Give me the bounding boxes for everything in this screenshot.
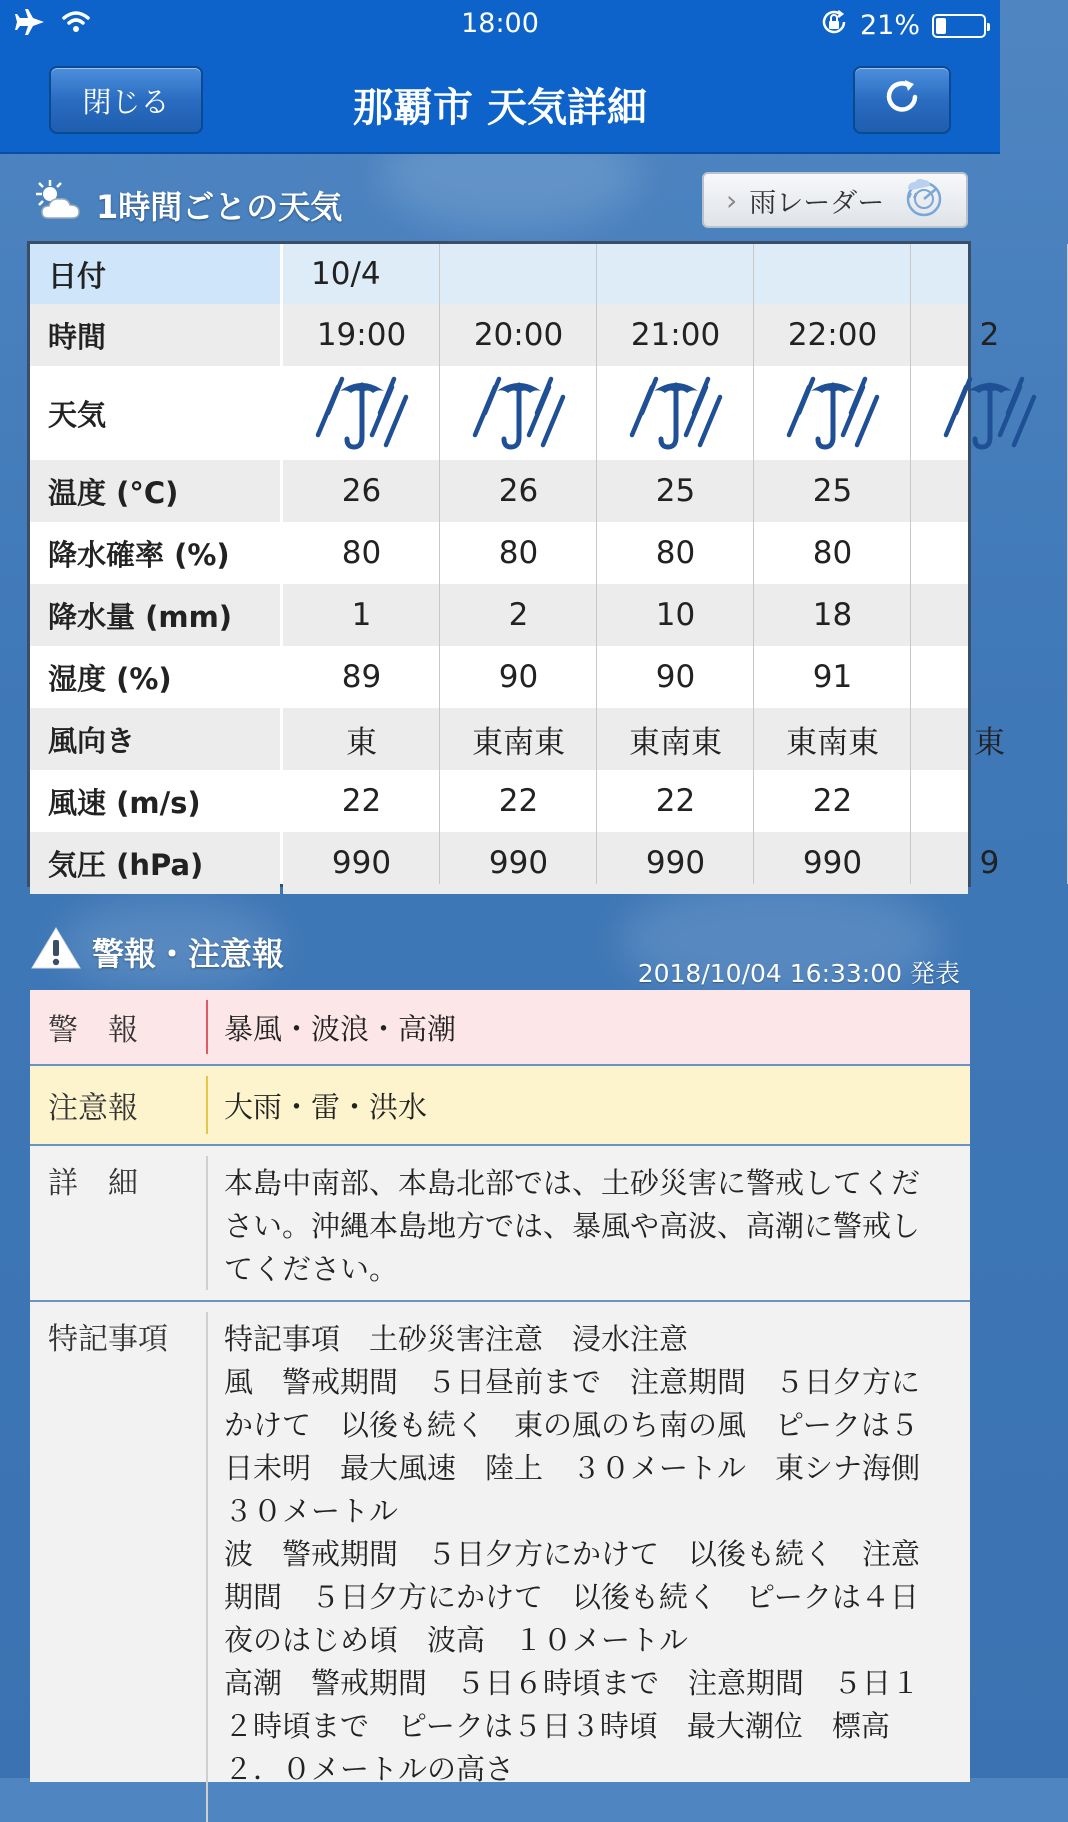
hour-precip-prob: 80 — [498, 535, 539, 571]
label-weather: 天気 — [30, 366, 280, 460]
rain-radar-label: 雨レーダー — [749, 187, 885, 219]
close-button[interactable]: 閉じる — [49, 66, 203, 134]
hour-pressure: 990 — [488, 845, 549, 881]
label-wind-dir: 風向き — [30, 708, 280, 770]
hour-precip-prob: 80 — [812, 535, 853, 571]
nav-bar — [0, 50, 1000, 154]
refresh-button[interactable] — [853, 66, 951, 134]
radar-icon — [902, 177, 944, 224]
warnings-section-header — [30, 925, 284, 979]
hour-wind-speed: 22 — [655, 783, 696, 819]
label-date: 日付 — [30, 244, 280, 304]
hour-precip-amount: 10 — [655, 597, 696, 633]
warning-row — [30, 990, 970, 1066]
hour-precip-prob: 80 — [341, 535, 382, 571]
hour-precip-amount: 1 — [351, 597, 372, 633]
hour-time: 19:00 — [316, 317, 407, 353]
hour-column — [440, 244, 597, 884]
hour-humidity: 90 — [498, 659, 539, 695]
hour-wind-dir: 東 — [346, 724, 377, 761]
date-value: 10/4 — [311, 256, 381, 292]
hour-time: 21:00 — [630, 317, 721, 353]
rain-radar-button[interactable] — [702, 172, 968, 228]
hour-pressure: 990 — [645, 845, 706, 881]
refresh-icon — [881, 76, 923, 125]
row-labels — [30, 244, 280, 884]
hour-wind-speed: 22 — [498, 783, 539, 819]
chevron-right-icon: › — [726, 183, 738, 217]
hour-precip-amount — [911, 584, 1068, 646]
hour-humidity: 90 — [655, 659, 696, 695]
hour-temp: 25 — [812, 473, 853, 509]
label-temp: 温度 (°C) — [30, 460, 280, 522]
detail-text: 本島中南部、本島北部では、土砂災害に警戒してください。沖縄本島地方では、暴風や高波、高潮に警戒してください。 — [224, 1166, 921, 1286]
heavy-rain-umbrella-icon — [597, 366, 754, 460]
page-title: 那覇市 天気詳細 — [353, 85, 647, 131]
hour-precip-amount: 18 — [812, 597, 853, 633]
status-time: 18:00 — [461, 8, 539, 39]
hourly-data-area[interactable] — [283, 244, 1005, 884]
special-notes-row — [30, 1302, 970, 1786]
hour-precip-prob: 80 — [655, 535, 696, 571]
hour-column — [283, 244, 440, 884]
hour-temp: 26 — [498, 473, 539, 509]
warning-text: 暴風・波浪・高潮 — [224, 1011, 457, 1046]
warning-label: 警 報 — [30, 990, 208, 1064]
hour-wind-speed — [911, 770, 1068, 832]
warning-triangle-icon — [30, 925, 82, 979]
rotation-lock-icon — [820, 8, 848, 43]
hour-pressure: 9 — [979, 845, 1000, 881]
hour-humidity — [911, 646, 1068, 708]
hourly-section-title: 1時間ごとの天気 — [96, 188, 343, 226]
label-time: 時間 — [30, 304, 280, 366]
special-notes-text: 特記事項 土砂災害注意 浸水注意 風 警戒期間 ５日昼前まで 注意期間 ５日夕方にかけて 以後も続く 東の風のち南の風 ピークは５日未明 最大風速 陸上 ３０メートル 東シナ海側 ３０メートル 波 警戒期間 ５日夕方にかけて 以後も続く 注意期間 ５日夕方にかけて 以後も続く ピークは４日夜のはじめ頃 波高 １０メートル 高潮 警戒期間 ５日６時頃まで 注意期間 ５日１２時頃まで ピークは５日３時頃 最大潮位 標高 ２．０メートルの高さ — [224, 1322, 921, 1786]
hour-precip-amount: 2 — [508, 597, 529, 633]
advisory-label: 注意報 — [30, 1066, 208, 1144]
hour-pressure: 990 — [331, 845, 392, 881]
hour-time: 2 — [979, 317, 1000, 353]
hour-time: 20:00 — [473, 317, 564, 353]
label-precip-amount: 降水量 (mm) — [30, 584, 280, 646]
label-precip-prob: 降水確率 (%) — [30, 522, 280, 584]
heavy-rain-umbrella-icon — [911, 366, 1068, 460]
issued-timestamp: 2018/10/04 16:33:00 発表 — [637, 959, 960, 988]
hour-humidity: 89 — [341, 659, 382, 695]
hour-wind-dir: 東 — [974, 724, 1005, 761]
hour-wind-dir: 東南東 — [629, 724, 722, 761]
hour-temp — [911, 460, 1068, 522]
heavy-rain-umbrella-icon — [440, 366, 597, 460]
detail-label: 詳 細 — [30, 1146, 208, 1300]
hour-wind-speed: 22 — [812, 783, 853, 819]
hour-pressure: 990 — [802, 845, 863, 881]
label-humidity: 湿度 (%) — [30, 646, 280, 708]
hourly-forecast-table[interactable] — [27, 241, 1005, 887]
heavy-rain-umbrella-icon — [754, 366, 911, 460]
hour-wind-speed: 22 — [341, 783, 382, 819]
battery-icon — [932, 14, 986, 38]
warnings-section-title: 警報・注意報 — [92, 935, 285, 973]
hour-column — [911, 244, 1068, 884]
hour-column — [597, 244, 754, 884]
advisory-row — [30, 1066, 970, 1146]
hour-wind-dir: 東南東 — [786, 724, 879, 761]
detail-row — [30, 1146, 970, 1302]
heavy-rain-umbrella-icon — [283, 366, 440, 460]
label-wind-speed: 風速 (m/s) — [30, 770, 280, 832]
label-pressure: 気圧 (hPa) — [30, 832, 280, 894]
hour-temp: 25 — [655, 473, 696, 509]
battery-percent: 21% — [859, 10, 920, 41]
advisory-text: 大雨・雷・洪水 — [224, 1089, 428, 1124]
warnings-table — [30, 990, 970, 1786]
hour-temp: 26 — [341, 473, 382, 509]
special-notes-label: 特記事項 — [30, 1302, 208, 1782]
partly-cloudy-icon — [30, 178, 86, 232]
status-bar — [0, 0, 1000, 50]
hour-wind-dir: 東南東 — [472, 724, 565, 761]
hour-humidity: 91 — [812, 659, 853, 695]
hour-time: 22:00 — [787, 317, 878, 353]
hourly-section-header — [30, 178, 342, 232]
hour-precip-prob — [911, 522, 1068, 584]
hour-column — [754, 244, 911, 884]
